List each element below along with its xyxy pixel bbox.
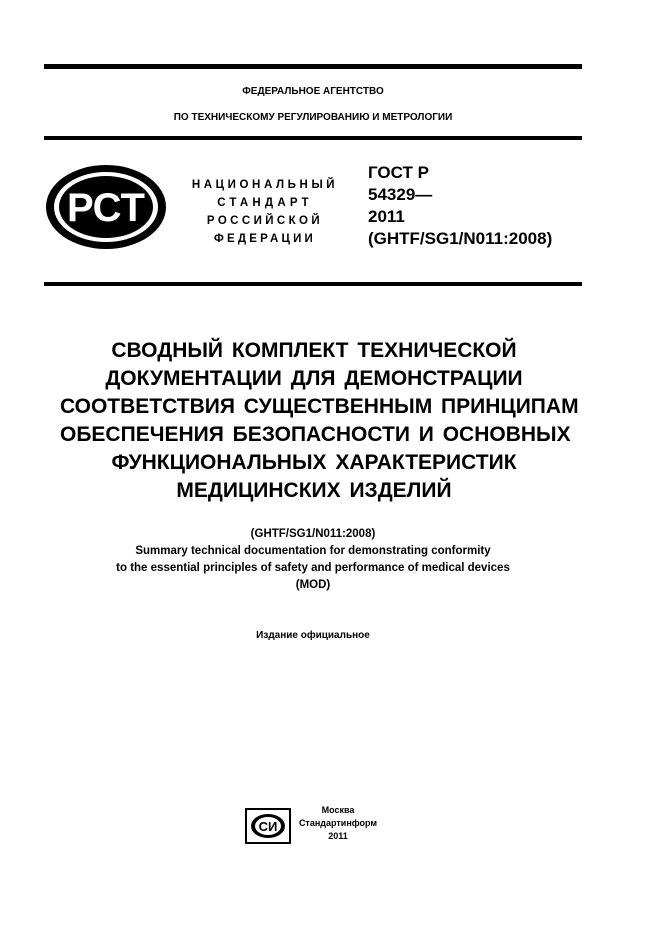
english-title-line-1: Summary technical documentation for demonstrating conformity bbox=[135, 545, 491, 557]
gost-designation bbox=[368, 162, 582, 250]
national-standard-line-3: РОССИЙСКОЙ bbox=[206, 215, 324, 227]
document-title bbox=[60, 337, 579, 505]
title-line: ФУНКЦИОНАЛЬНЫХ ХАРАКТЕРИСТИК bbox=[111, 451, 517, 474]
english-title bbox=[44, 526, 582, 594]
rst-mark-text: РСТ bbox=[66, 186, 146, 230]
national-standard-line-4: ФЕДЕРАЦИИ bbox=[213, 233, 317, 245]
gost-number: 54329— bbox=[368, 185, 433, 204]
agency-name: ФЕДЕРАЛЬНОЕ АГЕНТСТВО bbox=[242, 86, 384, 97]
title-line: МЕДИЦИНСКИХ ИЗДЕЛИЙ bbox=[176, 479, 452, 502]
title-line: ДОКУМЕНТАЦИИ ДЛЯ ДЕМОНСТРАЦИИ bbox=[105, 367, 523, 390]
top-rule bbox=[44, 64, 582, 69]
rst-mark-icon bbox=[44, 163, 168, 251]
english-reference: (GHTF/SG1/N011:2008) bbox=[250, 528, 376, 540]
edition-label: Издание официальное bbox=[256, 630, 370, 641]
english-mod: (MOD) bbox=[295, 579, 331, 591]
title-line: СООТВЕТСТВИЯ СУЩЕСТВЕННЫМ ПРИНЦИПАМ bbox=[60, 395, 579, 418]
title-line: ОБЕСПЕЧЕНИЯ БЕЗОПАСНОСТИ И ОСНОВНЫХ bbox=[60, 423, 571, 446]
national-standard-label bbox=[176, 176, 354, 248]
publisher-city: Москва bbox=[321, 805, 355, 815]
publisher-year: 2011 bbox=[328, 831, 348, 841]
gost-reference: (GHTF/SG1/N011:2008) bbox=[368, 229, 553, 248]
bottom-rule bbox=[44, 282, 582, 286]
english-title-line-2: to the essential principles of safety and performance of medical devices bbox=[116, 562, 510, 574]
standartinform-logo-icon bbox=[245, 808, 291, 844]
title-line: СВОДНЫЙ КОМПЛЕКТ ТЕХНИЧЕСКОЙ bbox=[111, 339, 517, 362]
national-standard-line-1: НАЦИОНАЛЬНЫЙ bbox=[191, 179, 339, 191]
gost-year: 2011 bbox=[368, 207, 405, 226]
publisher-info bbox=[292, 804, 384, 843]
publisher-name: Стандартинформ bbox=[298, 818, 378, 828]
agency-subtitle: ПО ТЕХНИЧЕСКОМУ РЕГУЛИРОВАНИЮ И МЕТРОЛОГИИ bbox=[173, 112, 453, 123]
national-standard-line-2: СТАНДАРТ bbox=[217, 197, 313, 209]
publisher-logo-text: СИ bbox=[258, 819, 278, 834]
middle-rule bbox=[44, 136, 582, 140]
gost-prefix: ГОСТ Р bbox=[368, 163, 429, 182]
